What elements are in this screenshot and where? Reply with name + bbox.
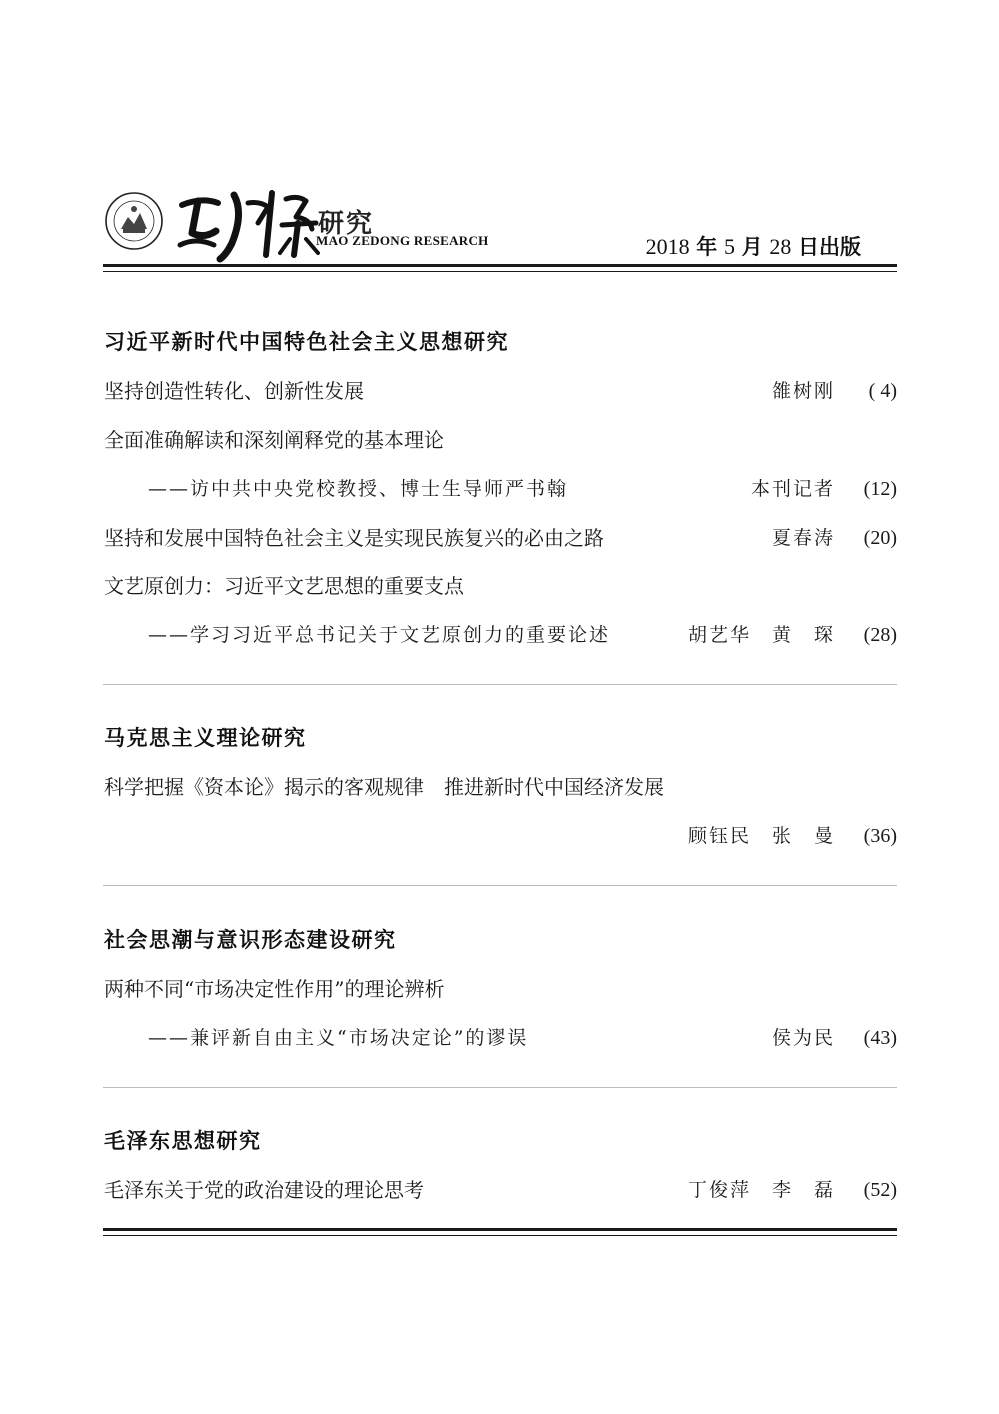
article-title: 毛泽东关于党的政治建设的理论思考 (104, 1178, 424, 1202)
toc-entry[interactable] (104, 425, 897, 455)
section-divider (103, 885, 897, 886)
article-title: 两种不同“市场决定性作用”的理论辨析 (104, 977, 445, 1001)
section-heading: 习近平新时代中国特色社会主义思想研究 (104, 329, 509, 354)
toc-entry-subtitle[interactable] (104, 474, 897, 504)
date-month: 5 (723, 234, 735, 259)
toc-entry-author-line[interactable] (104, 821, 897, 851)
toc-entry[interactable] (104, 376, 897, 406)
article-page: (43) (863, 1027, 897, 1049)
toc-entry[interactable] (104, 523, 897, 553)
section-divider (103, 684, 897, 685)
toc-entry[interactable] (104, 571, 897, 601)
article-title: 文艺原创力：习近平文艺思想的重要支点 (104, 574, 464, 598)
section-heading: 毛泽东思想研究 (104, 1128, 262, 1153)
section-heading: 马克思主义理论研究 (104, 725, 307, 750)
article-author: 丁俊萍 李 磊 (687, 1179, 835, 1201)
toc-entry-subtitle[interactable] (104, 620, 897, 650)
article-page: (20) (863, 527, 897, 549)
masthead (104, 183, 897, 263)
article-page: (12) (863, 478, 897, 500)
article-title: 全面准确解读和深刻阐释党的基本理论 (104, 428, 444, 452)
article-author: 胡艺华 黄 琛 (687, 624, 835, 646)
calligraphy-logo-icon (174, 183, 424, 263)
toc-entry-subtitle[interactable] (104, 1023, 897, 1053)
section-divider (103, 1087, 897, 1088)
article-author: 夏春涛 (771, 527, 835, 549)
article-title: 科学把握《资本论》揭示的客观规律 推进新时代中国经济发展 (104, 775, 664, 799)
article-author: 雒树刚 (771, 380, 835, 402)
date-day: 28 (769, 234, 792, 259)
article-author: 本刊记者 (750, 478, 835, 500)
footer-rule (103, 1228, 897, 1236)
journal-name-cn: 研究 (318, 209, 375, 239)
publication-date (646, 231, 861, 261)
section-heading: 社会思潮与意识形态建设研究 (104, 927, 397, 952)
article-page: (52) (863, 1179, 897, 1201)
article-subtitle: ——访中共中央党校教授、博士生导师严书翰 (148, 478, 569, 500)
journal-name-en: MAO ZEDONG RESEARCH (316, 233, 489, 248)
article-author: 顾钰民 张 曼 (687, 825, 835, 847)
article-title: 坚持和发展中国特色社会主义是实现民族复兴的必由之路 (104, 526, 604, 550)
toc-entry[interactable] (104, 1175, 897, 1205)
article-subtitle: ——学习习近平总书记关于文艺原创力的重要论述 (148, 624, 611, 646)
article-page: ( 4) (868, 380, 897, 402)
toc-entry[interactable] (104, 974, 897, 1004)
article-title: 坚持创造性转化、创新性发展 (104, 379, 364, 403)
article-page: (36) (863, 825, 897, 847)
article-page: (28) (863, 624, 897, 646)
date-year-label: 年 (696, 234, 718, 259)
toc-entry[interactable] (104, 772, 897, 802)
date-year: 2018 (645, 234, 690, 259)
article-author: 侯为民 (771, 1027, 835, 1049)
journal-seal-icon (104, 191, 164, 251)
date-day-label: 日出版 (798, 234, 861, 259)
date-month-label: 月 (741, 234, 763, 259)
article-subtitle: ——兼评新自由主义“市场决定论”的谬误 (148, 1027, 529, 1049)
masthead-rule (103, 264, 897, 272)
